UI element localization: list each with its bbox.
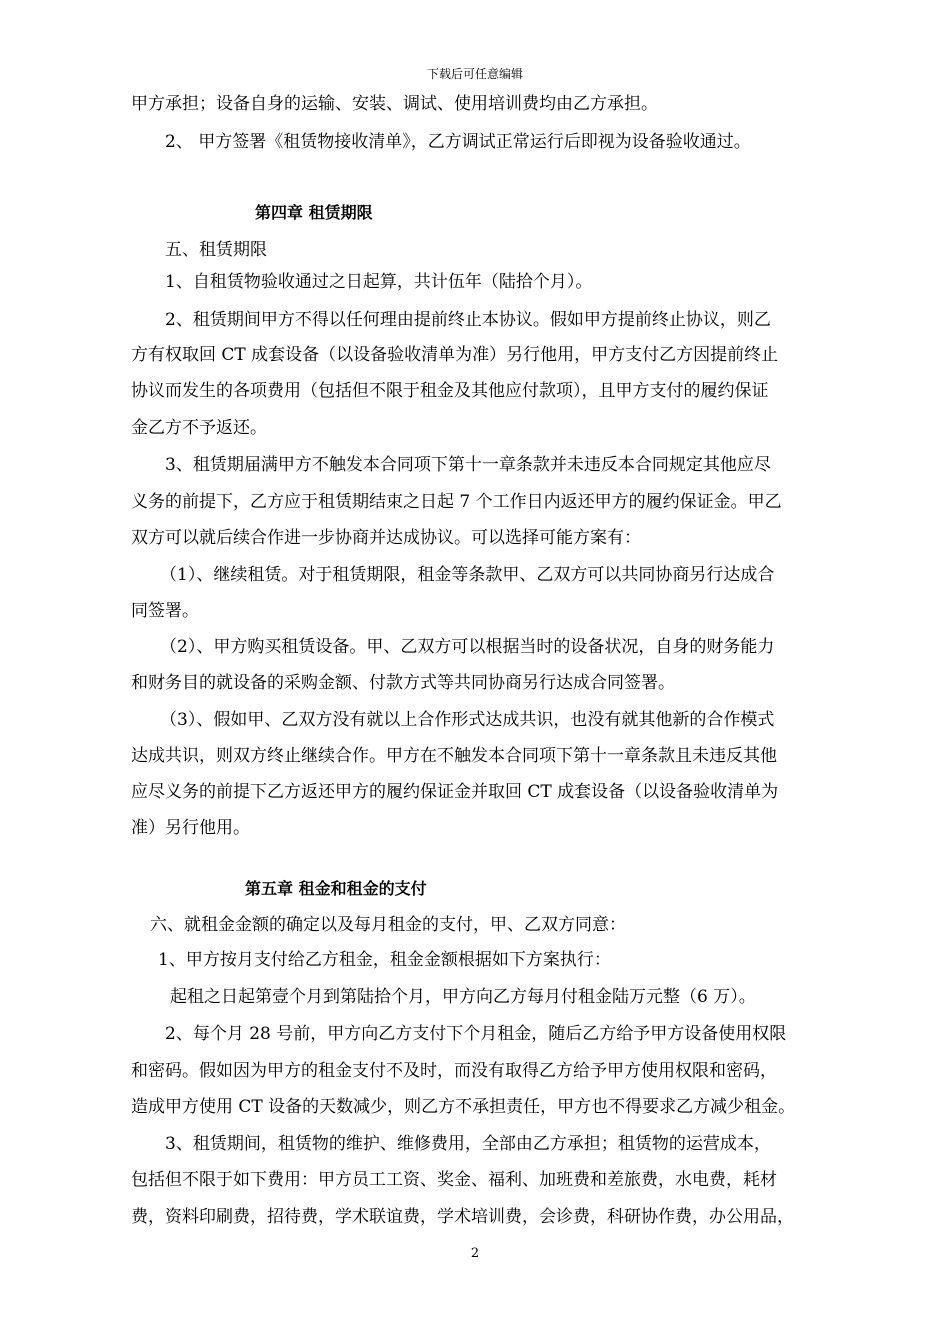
paragraph-line: 应尽义务的前提下乙方返还甲方的履约保证金并取回 CT 成套设备（以设备验收清单为	[131, 782, 779, 802]
paragraph-line: 包括但不限于如下费用：甲方员工工资、奖金、福利、加班费和差旅费，水电费，耗材	[131, 1170, 777, 1190]
paragraph-line: 费，资料印刷费，招待费，学术联谊费，学术培训费，会诊费，科研协作费，办公用品，	[131, 1207, 794, 1227]
section-title: 五、租赁期限	[165, 240, 267, 260]
chapter-heading: 第五章 租金和租金的支付	[245, 879, 427, 898]
paragraph-line: 造成甲方使用 CT 设备的天数减少，则乙方不承担责任，甲方也不得要求乙方减少租金。	[131, 1097, 796, 1117]
paragraph-line: 达成共识，则双方终止继续合作。甲方在不触发本合同项下第十一章条款且未违反其他	[131, 746, 777, 766]
page-header: 下载后可任意编辑	[426, 67, 523, 81]
paragraph-line: 双方可以就后续合作进一步协商并达成协议。可以选择可能方案有：	[131, 528, 641, 548]
paragraph-line: 协议而发生的各项费用（包括但不限于租金及其他应付款项），且甲方支付的履约保证	[131, 381, 769, 401]
paragraph-line: 2、租赁期间甲方不得以任何理由提前终止本协议。假如甲方提前终止协议，则乙	[165, 310, 771, 330]
paragraph-line: （3）、假如甲、乙双方没有就以上合作形式达成共识，也没有就其他新的合作模式	[160, 710, 775, 730]
chapter-heading: 第四章 租赁期限	[255, 203, 373, 222]
paragraph-line: 金乙方不予返还。	[131, 418, 267, 438]
page-number: 2	[470, 1246, 480, 1261]
paragraph-line: 方有权取回 CT 成套设备（以设备验收清单为准）另行他用，甲方支付乙方因提前终止	[131, 345, 779, 365]
section-title: 六、就租金金额的确定以及每月租金的支付，甲、乙双方同意：	[150, 915, 626, 935]
paragraph-line: 同签署。	[131, 601, 199, 621]
paragraph-line: 准）另行他用。	[131, 818, 250, 838]
paragraph-line: 义务的前提下，乙方应于租赁期结束之日起 7 个工作日内返还甲方的履约保证金。甲乙	[131, 492, 782, 512]
paragraph-line: 2、 甲方签署《租赁物接收清单》，乙方调试正常运行后即视为设备验收通过。	[165, 132, 751, 152]
paragraph-line: 和密码。假如因为甲方的租金支付不及时，而没有取得乙方给予甲方使用权限和密码，	[131, 1061, 777, 1081]
paragraph-line: （1）、继续租赁。对于租赁期限，租金等条款甲、乙双方可以共同协商另行达成合	[160, 565, 775, 585]
paragraph-line: 1、甲方按月支付给乙方租金，租金金额根据如下方案执行：	[158, 950, 611, 970]
paragraph-line: 3、租赁期间，租赁物的维护、维修费用，全部由乙方承担；租赁物的运营成本，	[165, 1134, 771, 1154]
paragraph-line: 甲方承担；设备自身的运输、安装、调试、使用培训费均由乙方承担。	[131, 94, 658, 114]
paragraph-line: 和财务目的就设备的采购金额、付款方式等共同协商另行达成合同签署。	[131, 673, 675, 693]
paragraph-line: 起租之日起第壹个月到第陆拾个月，甲方向乙方每月付租金陆万元整（6 万）。	[170, 987, 756, 1007]
paragraph-line: 2、每个月 28 号前，甲方向乙方支付下个月租金，随后乙方给予甲方设备使用权限	[165, 1024, 787, 1044]
paragraph-line: 1、自租赁物验收通过之日起算，共计伍年（陆拾个月）。	[165, 272, 593, 292]
paragraph-line: （2）、甲方购买租赁设备。甲、乙双方可以根据当时的设备状况，自身的财务能力	[160, 637, 775, 657]
paragraph-line: 3、租赁期届满甲方不触发本合同项下第十一章条款并未违反本合同规定其他应尽	[165, 455, 771, 475]
